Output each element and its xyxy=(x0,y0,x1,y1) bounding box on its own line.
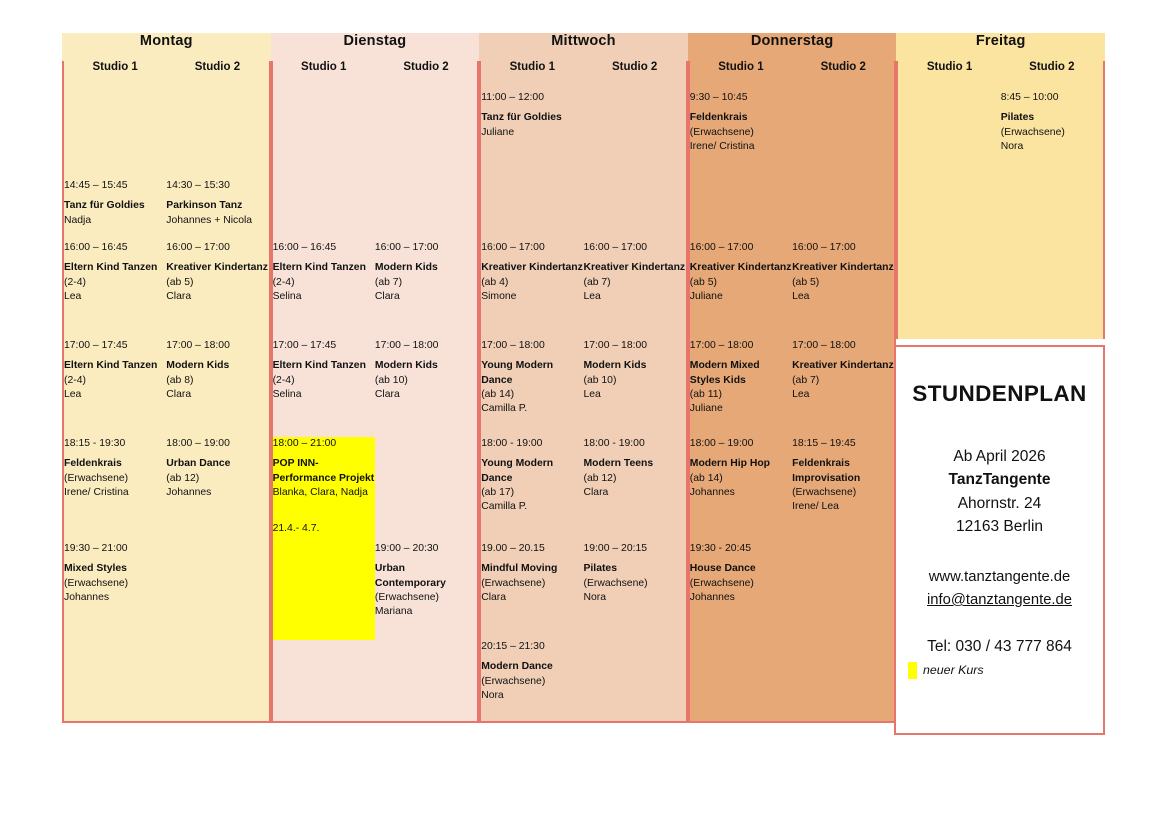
slot-course-name: Kreativer Kindertanz xyxy=(689,262,792,274)
slot-course-name: Young Modern Dance xyxy=(481,360,554,386)
slot-course-name: Feldenkrais Improvisation xyxy=(792,458,861,484)
slot-time: 20:15 – 21:30 xyxy=(481,641,545,652)
slot-time: 18:00 – 21:00 xyxy=(272,438,337,449)
empty-slot xyxy=(1001,241,1105,339)
empty-slot xyxy=(688,640,792,723)
slot-detail: Johannes + Nicola xyxy=(166,214,253,226)
slot-detail: Blanka, Clara, Nadja xyxy=(272,487,368,499)
studio-header-row xyxy=(62,61,1105,91)
class-slot[interactable] xyxy=(792,339,896,437)
slot-time: 17:00 – 18:00 xyxy=(166,340,230,351)
slot-detail: Clara xyxy=(166,291,192,303)
slot-time: 17:00 – 18:00 xyxy=(583,340,648,351)
slot-course-name: Modern Kids xyxy=(583,360,647,372)
class-slot[interactable] xyxy=(792,437,896,542)
studio-header-mittwoch-1: Studio 1 xyxy=(479,61,583,91)
slot-course-name: Kreativer Kindertanz xyxy=(792,262,894,274)
contact-links xyxy=(896,566,1103,612)
slot-time: 17:00 – 17:45 xyxy=(272,340,337,351)
class-slot[interactable] xyxy=(375,339,479,437)
slot-time: 19:30 – 21:00 xyxy=(64,543,128,554)
slot-time: 16:00 – 17:00 xyxy=(166,242,230,253)
slot-detail: Lea xyxy=(64,389,82,401)
studio-header-freitag-1: Studio 1 xyxy=(896,61,1000,91)
studio-address xyxy=(896,445,1103,538)
slot-detail: Lea xyxy=(792,291,810,303)
class-slot[interactable] xyxy=(62,339,166,437)
valid-from: Ab April 2026 xyxy=(953,448,1046,465)
website-link[interactable]: www.tanztangente.de xyxy=(928,569,1071,585)
studio-header-donnerstag-1: Studio 1 xyxy=(688,61,792,91)
empty-slot xyxy=(166,640,270,723)
class-slot[interactable] xyxy=(271,437,375,640)
slot-detail: Selina xyxy=(272,389,302,401)
slot-course-name: Pilates xyxy=(1000,112,1035,124)
slot-detail: Juliane xyxy=(481,126,515,138)
legend-new-course xyxy=(896,662,1103,679)
class-slot[interactable] xyxy=(375,542,479,640)
slot-time: 18:15 - 19:30 xyxy=(64,438,126,449)
slot-time: 17:00 – 18:00 xyxy=(689,340,754,351)
class-slot[interactable] xyxy=(271,241,375,339)
slot-detail: Irene/ Lea xyxy=(792,501,839,513)
slot-detail: Irene/ Cristina xyxy=(689,141,755,153)
slot-course-name: Modern Mixed Styles Kids xyxy=(689,360,760,386)
slot-course-name: Mindful Moving xyxy=(481,563,558,575)
empty-slot xyxy=(271,91,375,179)
studio-header-dienstag-2: Studio 2 xyxy=(375,61,479,91)
slot-course-name: Modern Kids xyxy=(374,262,438,274)
organisation-name: TanzTangente xyxy=(948,471,1051,489)
slot-course-name: Modern Dance xyxy=(481,661,553,673)
email-link[interactable]: info@tanztangente.de xyxy=(926,591,1072,608)
slot-detail: Lea xyxy=(583,291,601,303)
slot-detail: Camilla P. xyxy=(481,501,528,513)
slot-time: 18:00 - 19:00 xyxy=(481,438,543,449)
slot-detail: (Erwachsene) xyxy=(481,675,546,687)
empty-slot xyxy=(62,640,166,723)
slot-detail: (Erwachsene) xyxy=(64,577,129,589)
slot-detail: Simone xyxy=(481,291,517,303)
empty-slot xyxy=(166,91,270,179)
slot-course-name: Modern Hip Hop xyxy=(689,458,771,470)
class-slot[interactable] xyxy=(479,542,583,640)
slot-detail: (Erwachsene) xyxy=(481,577,546,589)
empty-slot xyxy=(166,542,270,640)
slot-detail: (ab 7) xyxy=(583,276,611,288)
legend-label: neuer Kurs xyxy=(923,663,984,678)
studio-header-donnerstag-2: Studio 2 xyxy=(792,61,896,91)
highlight-swatch-icon xyxy=(908,662,917,679)
slot-detail: (ab 5) xyxy=(792,276,820,288)
slot-course-name: Pilates xyxy=(583,563,617,575)
slot-detail: Irene/ Cristina xyxy=(64,487,129,499)
slot-detail: Lea xyxy=(583,389,601,401)
slot-date-range: 21.4.- 4.7. xyxy=(272,523,320,535)
day-header-freitag: Freitag xyxy=(896,33,1105,61)
slot-course-name: Parkinson Tanz xyxy=(166,200,243,212)
slot-time: 17:00 – 18:00 xyxy=(481,340,545,351)
slot-time: 19.00 – 20.15 xyxy=(481,543,545,554)
schedule-row xyxy=(62,179,1105,241)
slot-detail: (ab 5) xyxy=(689,276,717,288)
empty-slot xyxy=(583,91,687,179)
empty-slot xyxy=(375,91,479,179)
slot-course-name: POP INN- Performance Projekt xyxy=(272,458,375,484)
slot-course-name: Eltern Kind Tanzen xyxy=(64,360,158,372)
phone-number: Tel: 030 / 43 777 864 xyxy=(927,637,1072,655)
slot-detail: Nadja xyxy=(64,214,92,226)
slot-detail: (ab 12) xyxy=(583,472,617,484)
empty-slot xyxy=(896,91,1000,179)
slot-detail: (Erwachsene) xyxy=(1000,126,1065,138)
schedule-row xyxy=(62,91,1105,179)
empty-slot xyxy=(375,640,479,723)
slot-time: 18:00 – 19:00 xyxy=(166,438,230,449)
empty-slot xyxy=(479,179,583,241)
slot-course-name: Kreativer Kindertanz xyxy=(792,360,894,372)
class-slot[interactable] xyxy=(271,339,375,437)
slot-detail: Nora xyxy=(481,690,504,702)
slot-detail: Clara xyxy=(374,389,400,401)
slot-course-name: Eltern Kind Tanzen xyxy=(272,262,366,274)
slot-detail: Juliane xyxy=(689,403,723,415)
empty-slot xyxy=(375,437,479,542)
class-slot[interactable] xyxy=(166,437,270,542)
slot-time: 16:00 – 17:00 xyxy=(481,242,545,253)
slot-time: 19:30 - 20:45 xyxy=(689,543,752,554)
info-panel xyxy=(894,345,1105,735)
slot-detail: Mariana xyxy=(374,606,413,618)
slot-time: 16:00 – 17:00 xyxy=(583,242,648,253)
slot-time: 11:00 – 12:00 xyxy=(481,92,544,103)
empty-slot xyxy=(271,640,375,723)
slot-time: 14:30 – 15:30 xyxy=(166,180,230,191)
slot-detail: Juliane xyxy=(689,291,723,303)
slot-detail: Nora xyxy=(1000,141,1024,153)
slot-detail: (ab 14) xyxy=(481,389,515,401)
slot-course-name: Feldenkrais xyxy=(64,458,122,470)
studio-header-montag-2: Studio 2 xyxy=(166,61,270,91)
class-slot[interactable] xyxy=(583,241,687,339)
slot-time: 18:15 – 19:45 xyxy=(792,438,856,449)
empty-slot xyxy=(271,179,375,241)
slot-detail: Clara xyxy=(374,291,400,303)
empty-slot xyxy=(792,179,896,241)
slot-detail: (ab 11) xyxy=(689,389,722,401)
slot-time: 16:00 – 17:00 xyxy=(792,242,856,253)
slot-time: 8:45 – 10:00 xyxy=(1000,92,1059,103)
empty-slot xyxy=(896,241,1000,339)
class-slot[interactable] xyxy=(375,241,479,339)
slot-detail: (ab 10) xyxy=(374,374,408,386)
empty-slot xyxy=(1001,179,1105,241)
slot-detail: (Erwachsene) xyxy=(689,126,754,138)
slot-time: 18:00 – 19:00 xyxy=(689,438,754,449)
slot-detail: Lea xyxy=(64,291,82,303)
slot-course-name: Eltern Kind Tanzen xyxy=(64,262,158,274)
slot-detail: (ab 14) xyxy=(689,472,723,484)
slot-course-name: Modern Teens xyxy=(583,458,654,470)
slot-detail: Selina xyxy=(272,291,302,303)
slot-time: 9:30 – 10:45 xyxy=(689,92,748,103)
class-slot[interactable] xyxy=(479,339,583,437)
slot-time: 16:00 – 16:45 xyxy=(64,242,128,253)
slot-course-name: Feldenkrais xyxy=(689,112,748,124)
class-slot[interactable] xyxy=(62,179,166,241)
slot-time: 19:00 – 20:30 xyxy=(374,543,439,554)
slot-detail: (2-4) xyxy=(64,276,86,288)
slot-detail: (ab 10) xyxy=(583,374,617,386)
slot-detail: (2-4) xyxy=(272,374,295,386)
slot-course-name: Modern Kids xyxy=(166,360,230,372)
slot-course-name: Urban Contemporary xyxy=(374,563,446,589)
studio-header-dienstag-1: Studio 1 xyxy=(271,61,375,91)
empty-slot xyxy=(375,179,479,241)
class-slot[interactable] xyxy=(479,437,583,542)
slot-time: 17:00 – 18:00 xyxy=(374,340,439,351)
slot-time: 16:00 – 17:00 xyxy=(689,242,754,253)
class-slot[interactable] xyxy=(688,241,792,339)
class-slot[interactable] xyxy=(688,437,792,542)
empty-slot xyxy=(792,91,896,179)
slot-detail: (ab 5) xyxy=(166,276,194,288)
class-slot[interactable] xyxy=(479,241,583,339)
slot-time: 19:00 – 20:15 xyxy=(583,543,648,554)
slot-course-name: Tanz für Goldies xyxy=(64,200,145,212)
studio-header-freitag-2: Studio 2 xyxy=(1001,61,1105,91)
day-header-dienstag: Dienstag xyxy=(271,33,480,61)
slot-detail: (ab 12) xyxy=(166,472,200,484)
slot-detail: (2-4) xyxy=(64,374,86,386)
class-slot[interactable] xyxy=(62,542,166,640)
schedule-row xyxy=(62,241,1105,339)
empty-slot xyxy=(896,179,1000,241)
slot-detail: Johannes xyxy=(64,592,110,604)
class-slot[interactable] xyxy=(583,437,687,542)
street: Ahornstr. 24 xyxy=(957,494,1042,512)
slot-detail: Clara xyxy=(481,592,507,604)
slot-detail: (2-4) xyxy=(272,276,295,288)
empty-slot xyxy=(62,91,166,179)
slot-detail: (Erwachsene) xyxy=(374,592,439,604)
slot-time: 16:00 – 17:00 xyxy=(374,242,439,253)
slot-detail: (Erwachsene) xyxy=(792,487,857,499)
class-slot[interactable] xyxy=(62,437,166,542)
slot-detail: Johannes xyxy=(689,592,735,604)
city: 12163 Berlin xyxy=(955,517,1044,535)
slot-detail: (ab 17) xyxy=(481,487,515,499)
studio-header-mittwoch-2: Studio 2 xyxy=(583,61,687,91)
slot-detail: Camilla P. xyxy=(481,403,528,415)
class-slot[interactable] xyxy=(583,542,687,640)
slot-time: 17:00 – 17:45 xyxy=(64,340,128,351)
slot-detail: (ab 7) xyxy=(374,276,403,288)
class-slot[interactable] xyxy=(1001,91,1105,179)
slot-time: 18:00 - 19:00 xyxy=(583,438,645,449)
slot-course-name: Eltern Kind Tanzen xyxy=(272,360,366,372)
slot-detail: (ab 8) xyxy=(166,374,194,386)
slot-detail: (Erwachsene) xyxy=(689,577,754,589)
slot-detail: (ab 4) xyxy=(481,276,509,288)
slot-detail: Lea xyxy=(792,389,810,401)
class-slot[interactable] xyxy=(62,241,166,339)
class-slot[interactable] xyxy=(479,640,583,723)
day-header-mittwoch: Mittwoch xyxy=(479,33,688,61)
slot-detail: Johannes xyxy=(166,487,212,499)
empty-slot xyxy=(583,640,687,723)
slot-course-name: Young Modern Dance xyxy=(481,458,554,484)
day-header-montag: Montag xyxy=(62,33,271,61)
slot-course-name: Mixed Styles xyxy=(64,563,127,575)
slot-course-name: Modern Kids xyxy=(374,360,438,372)
slot-detail: Clara xyxy=(166,389,192,401)
slot-time: 14:45 – 15:45 xyxy=(64,180,128,191)
empty-slot xyxy=(583,179,687,241)
class-slot[interactable] xyxy=(583,339,687,437)
class-slot[interactable] xyxy=(166,339,270,437)
slot-course-name: House Dance xyxy=(689,563,756,575)
slot-course-name: Urban Dance xyxy=(166,458,231,470)
slot-course-name: Kreativer Kindertanz xyxy=(166,262,268,274)
slot-detail: (Erwachsene) xyxy=(583,577,648,589)
slot-detail: Clara xyxy=(583,487,609,499)
slot-time: 16:00 – 16:45 xyxy=(272,242,337,253)
empty-slot xyxy=(792,640,896,723)
empty-slot xyxy=(792,542,896,640)
slot-course-name: Kreativer Kindertanz xyxy=(583,262,686,274)
page-title: STUNDENPLAN xyxy=(912,381,1087,406)
class-slot[interactable] xyxy=(479,91,583,179)
slot-course-name: Tanz für Goldies xyxy=(481,112,562,124)
class-slot[interactable] xyxy=(166,179,270,241)
slot-detail: (Erwachsene) xyxy=(64,472,129,484)
class-slot[interactable] xyxy=(688,339,792,437)
day-header-row xyxy=(62,33,1105,61)
slot-time: 17:00 – 18:00 xyxy=(792,340,856,351)
class-slot[interactable] xyxy=(792,241,896,339)
slot-detail: Johannes xyxy=(689,487,735,499)
class-slot[interactable] xyxy=(166,241,270,339)
day-header-donnerstag: Donnerstag xyxy=(688,33,897,61)
slot-detail: (ab 7) xyxy=(792,374,820,386)
class-slot[interactable] xyxy=(688,542,792,640)
class-slot[interactable] xyxy=(688,91,792,179)
slot-detail: Nora xyxy=(583,592,607,604)
empty-slot xyxy=(688,179,792,241)
studio-header-montag-1: Studio 1 xyxy=(62,61,166,91)
slot-course-name: Kreativer Kindertanz xyxy=(481,262,583,274)
